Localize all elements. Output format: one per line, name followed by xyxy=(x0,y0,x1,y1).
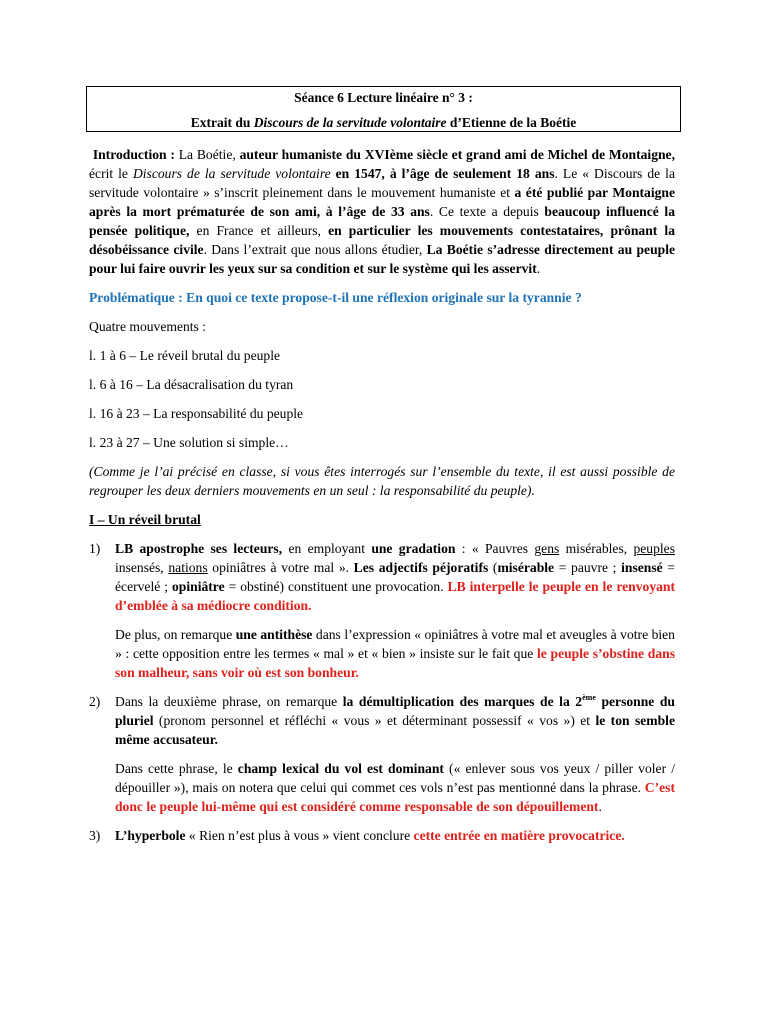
title-box xyxy=(86,86,681,132)
class-note: (Comme je l’ai précisé en classe, si vous êtes interrogés sur l’ensemble du texte, il est aussi possible de regrouper les deux derniers mouvements en un seul : la responsabilité du peuple). xyxy=(89,464,675,498)
analysis-item-1: 1) LB apostrophe ses lecteurs, en employant une gradation : « Pauvres gens misérables, peuples insensés, nations opiniâtres à votre mal ». Les adjectifs péjoratifs (misérable = pauvre ; insensé = écervelé ; opiniâtre = obstiné) constituent une provocation. LB interpelle le peuple en le renvoyant d’emblée à sa médiocre condition. xyxy=(89,541,675,613)
movements-intro: Quatre mouvements : xyxy=(89,319,207,334)
movement-item: l. 16 à 23 – La responsabilité du peuple xyxy=(89,406,304,421)
analysis-item-2: 2) Dans la deuxième phrase, on remarque la démultiplication des marques de la 2ème personne du pluriel (pronom personnel et réfléchi « vous » et déterminant possessif « vos ») et le ton semble même accusateur. xyxy=(89,693,675,747)
movement-item: l. 6 à 16 – La désacralisation du tyran xyxy=(89,377,294,392)
movement-item: l. 23 à 27 – Une solution si simple… xyxy=(89,435,289,450)
analysis-item-2-detail: Dans cette phrase, le champ lexical du vol est dominant (« enlever sous vos yeux / piller voler / dépouiller »), mais on notera que celui qui commet ces vols n’est pas mentionné dans la phrase. C’est donc le peuple lui-même qui est considéré comme responsable de son dépouillement. xyxy=(115,761,676,814)
extract-title: Extrait du Discours de la servitude volontaire d’Etienne de la Boétie xyxy=(190,115,577,130)
section-heading: I – Un réveil brutal xyxy=(89,512,201,527)
document-body xyxy=(89,145,675,855)
analysis-item-1-detail: De plus, on remarque une antithèse dans l’expression « opiniâtres à votre mal et aveugles à votre bien » : cette opposition entre les termes « mal » et « bien » insiste sur le fait que le peuple s’obstine dans son malheur, sans voir où est son bonheur. xyxy=(115,627,675,680)
work-title: Discours de la servitude volontaire xyxy=(253,115,447,130)
movement-item: l. 1 à 6 – Le réveil brutal du peuple xyxy=(89,348,281,363)
introduction-paragraph: Introduction : La Boétie, auteur humaniste du XVIème siècle et grand ami de Michel de Montaigne, écrit le Discours de la servitude volontaire en 1547, à l’âge de seulement 18 ans. Le « Discours de la servitude volontaire » s’inscrit pleinement dans le mouvement humaniste et a été publié par Montaigne après la mort prématurée de son ami, à l’âge de 33 ans. Ce texte a depuis beaucoup influencé la pensée politique, en France et ailleurs, en particulier les mouvements contestataires, prônant la désobéissance civile. Dans l’extrait que nous allons étudier, La Boétie s’adresse directement au peuple pour lui faire ouvrir les yeux sur sa condition et sur le système qui les asservit. xyxy=(89,147,676,276)
analysis-item-3: 3) L’hyperbole « Rien n’est plus à vous » vient conclure cette entrée en matière provocatrice. xyxy=(89,828,625,843)
session-title: Séance 6 Lecture linéaire n° 3 : xyxy=(294,90,473,105)
problematique: Problématique : En quoi ce texte propose-t-il une réflexion originale sur la tyrannie ? xyxy=(89,290,582,305)
